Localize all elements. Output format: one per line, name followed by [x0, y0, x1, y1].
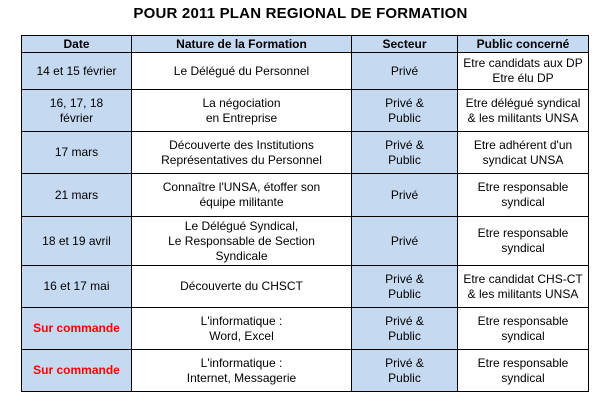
- secteur-cell: Privé & Public: [352, 132, 458, 174]
- table-row: [22, 174, 589, 217]
- nature-cell: Le Délégué Syndical, Le Responsable de Section Syndicale: [132, 217, 352, 266]
- nature-cell: Le Délégué du Personnel: [132, 53, 352, 90]
- table-row: [22, 90, 589, 132]
- public-cell: Etre candidat CHS-CT & les militants UNSA: [458, 266, 589, 308]
- public-cell: Etre candidats aux DP Etre élu DP: [458, 53, 589, 90]
- date-cell: 21 mars: [22, 174, 132, 217]
- date-cell: [22, 308, 132, 350]
- secteur-cell: Privé & Public: [352, 266, 458, 308]
- secteur-cell: Privé: [352, 217, 458, 266]
- header-date: Date: [22, 36, 132, 53]
- nature-cell: Connaître l'UNSA, étoffer son équipe militante: [132, 174, 352, 217]
- secteur-cell: Privé & Public: [352, 350, 458, 392]
- header-public: Public concerné: [458, 36, 589, 53]
- date-cell: [22, 350, 132, 392]
- nature-cell: Découverte des Institutions Représentatives du Personnel: [132, 132, 352, 174]
- nature-cell: Découverte du CHSCT: [132, 266, 352, 308]
- secteur-cell: Privé: [352, 174, 458, 217]
- table-row: [22, 217, 589, 266]
- on-demand-label: Sur commande: [33, 363, 120, 377]
- table-row: [22, 308, 589, 350]
- public-cell: Etre adhérent d'un syndicat UNSA: [458, 132, 589, 174]
- date-cell: 16, 17, 18 février: [22, 90, 132, 132]
- header-secteur: Secteur: [352, 36, 458, 53]
- nature-cell: L'informatique : Word, Excel: [132, 308, 352, 350]
- public-cell: Etre responsable syndical: [458, 174, 589, 217]
- table-row: [22, 132, 589, 174]
- public-cell: Etre délégué syndical & les militants UNSA: [458, 90, 589, 132]
- secteur-cell: Privé: [352, 53, 458, 90]
- date-cell: 16 et 17 mai: [22, 266, 132, 308]
- date-cell: 14 et 15 février: [22, 53, 132, 90]
- date-cell: 18 et 19 avril: [22, 217, 132, 266]
- public-cell: Etre responsable syndical: [458, 308, 589, 350]
- nature-cell: L'informatique : Internet, Messagerie: [132, 350, 352, 392]
- table-header-row: [22, 36, 589, 53]
- secteur-cell: Privé & Public: [352, 90, 458, 132]
- secteur-cell: Privé & Public: [352, 308, 458, 350]
- date-cell: 17 mars: [22, 132, 132, 174]
- on-demand-label: Sur commande: [33, 321, 120, 335]
- header-nature: Nature de la Formation: [132, 36, 352, 53]
- public-cell: Etre responsable syndical: [458, 350, 589, 392]
- public-cell: Etre responsable syndical: [458, 217, 589, 266]
- nature-cell: La négociation en Entreprise: [132, 90, 352, 132]
- table-row: [22, 266, 589, 308]
- table-row: [22, 53, 589, 90]
- page-title: POUR 2011 PLAN REGIONAL DE FORMATION: [133, 5, 468, 22]
- table-row: [22, 350, 589, 392]
- training-plan-table: [21, 35, 589, 392]
